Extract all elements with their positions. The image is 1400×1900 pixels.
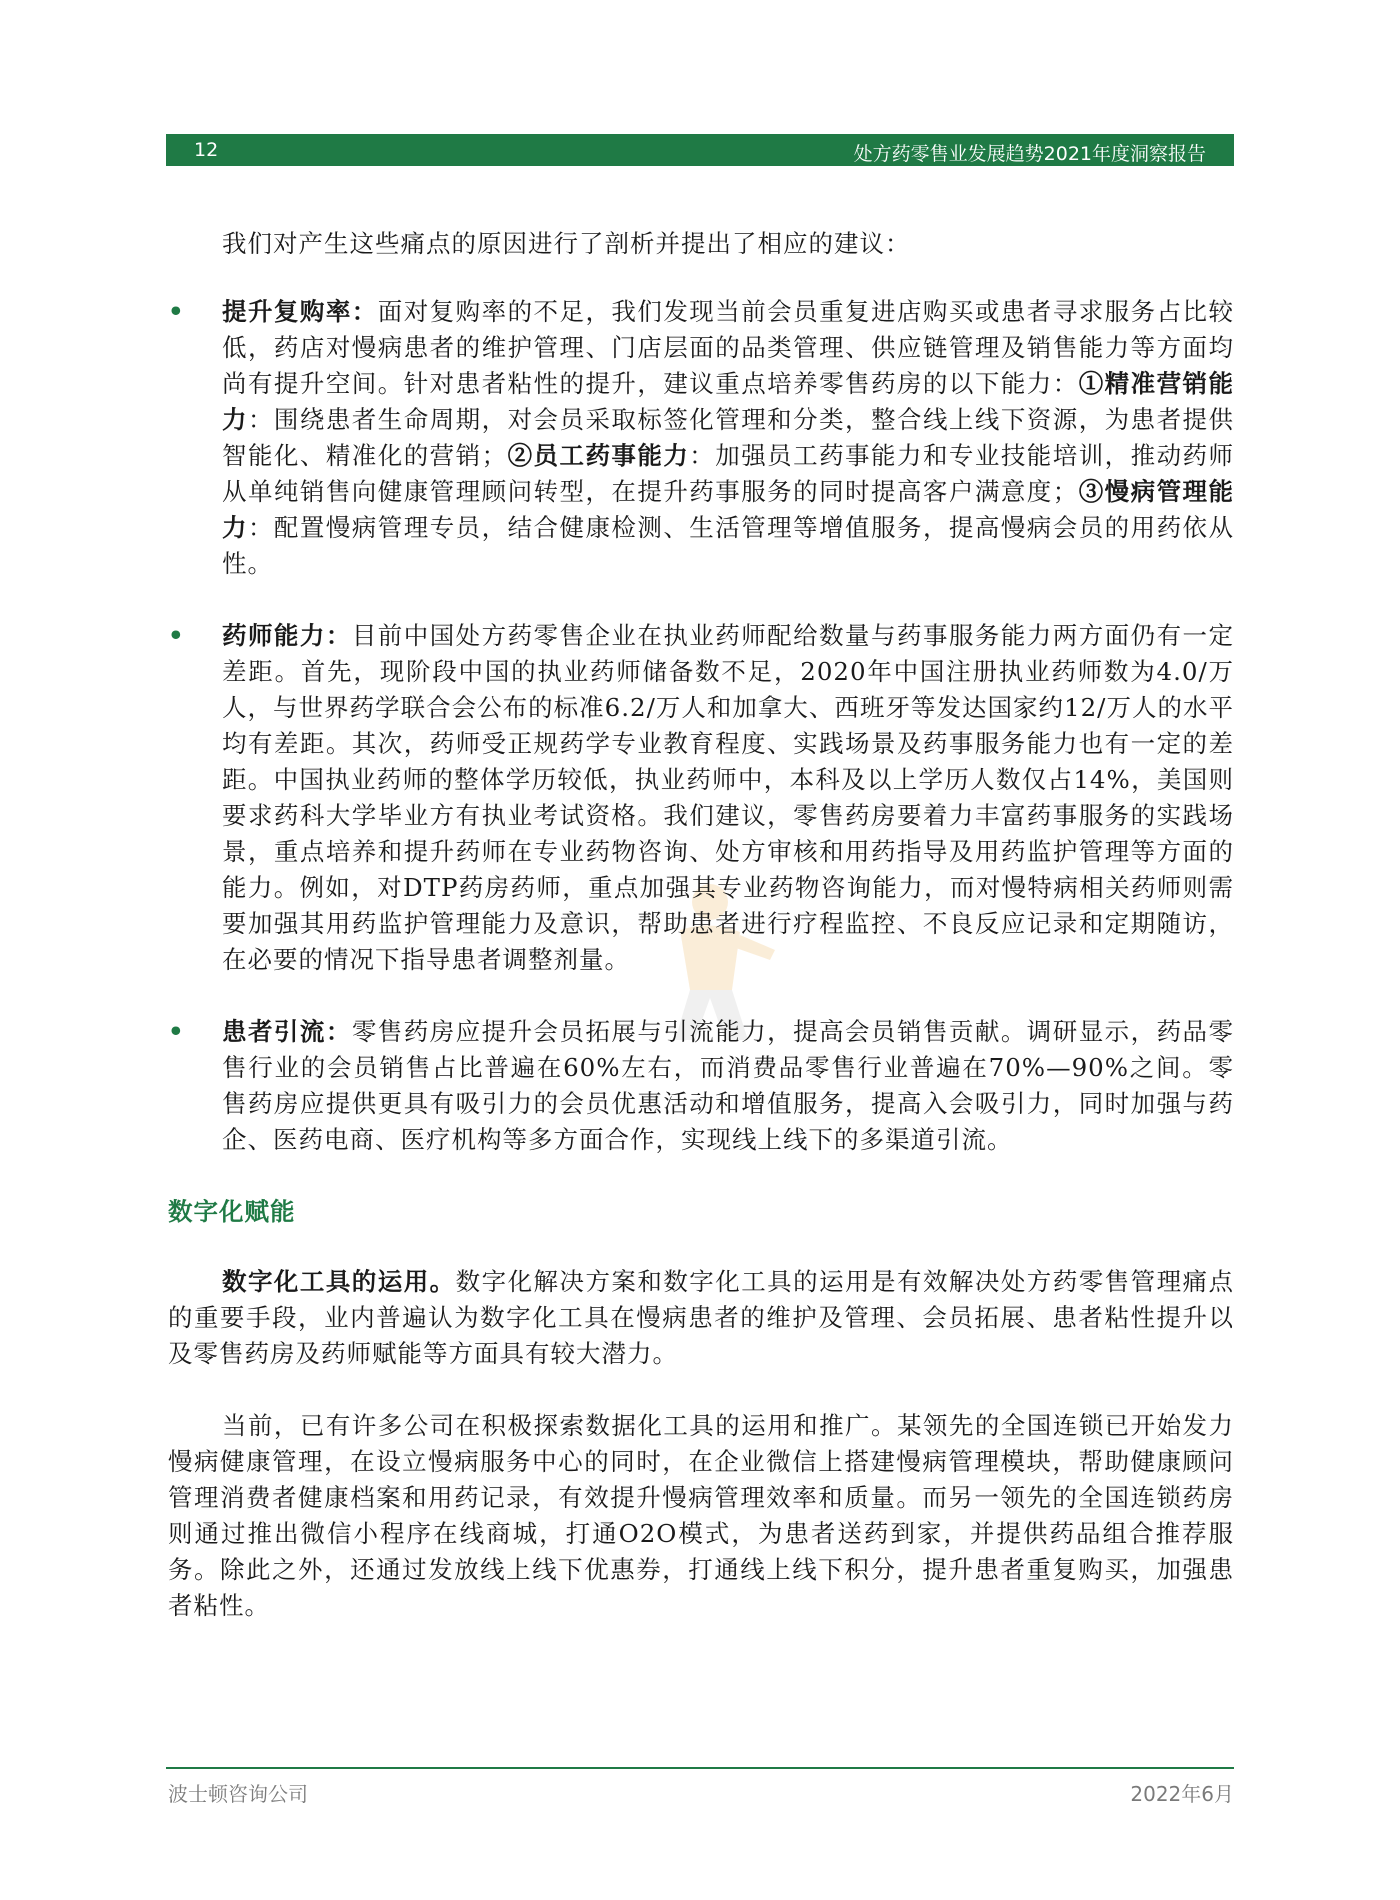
bullet-title: 药师能力： — [222, 621, 352, 650]
capability-title: ③慢病管理能力 — [222, 477, 1234, 542]
capability-body: ：配置慢病管理专员，结合健康检测、生活管理等增值服务，提高慢病会员的用药依从性。 — [222, 513, 1235, 578]
bullet-item-repurchase — [168, 294, 1234, 582]
footer-date: 2022年6月 — [1130, 1782, 1234, 1806]
main-content — [168, 226, 1234, 1624]
footer-divider — [166, 1767, 1234, 1769]
page-number: 12 — [194, 139, 219, 161]
bullet-title: 患者引流： — [222, 1017, 352, 1046]
examples-paragraph: 当前，已有许多公司在积极探索数据化工具的运用和推广。某领先的全国连锁已开始发力慢病健康管理，在设立慢病服务中心的同时，在企业微信上搭建慢病管理模块，帮助健康顾问管理消费者健康档案和用药记录，有效提升慢病管理效率和质量。而另一领先的全国连锁药房则通过推出微信小程序在线商城，打通O2O模式，为患者送药到家，并提供药品组合推荐服务。除此之外，还通过发放线上线下优惠券，打通线上线下积分，提升患者重复购买，加强患者粘性。 — [168, 1411, 1234, 1620]
bullet-body: 目前中国处方药零售企业在执业药师配给数量与药事服务能力两方面仍有一定差距。首先，现阶段中国的执业药师储备数不足，2020年中国注册执业药师数为4.0/万人，与世界药学联合会公布的标准6.2/万人和加拿大、西班牙等发达国家约12/万人的水平均有差距。其次，药师受正规药学专业教育程度、实践场景及药事服务能力也有一定的差距。中国执业药师的整体学历较低，执业药师中，本科及以上学历人数仅占14%，美国则要求药科大学毕业方有执业考试资格。我们建议，零售药房要着力丰富药事服务的实践场景，重点培养和提升药师在专业药物咨询、处方审核和用药指导及用药监护管理等方面的能力。例如，对DTP药房药师，重点加强其专业药物咨询能力，而对慢特病相关药师则需要加强其用药监护管理能力及意识，帮助患者进行疗程监控、不良反应记录和定期随访，在必要的情况下指导患者调整剂量。 — [222, 621, 1235, 974]
digital-tools-paragraph — [168, 1264, 1234, 1372]
bullet-body: 面对复购率的不足，我们发现当前会员重复进店购买或患者寻求服务占比较低，药店对慢病患者的维护管理、门店层面的品类管理、供应链管理及销售能力等方面均尚有提升空间。针对患者粘性的提升，建议重点培养零售药房的以下能力： — [222, 297, 1234, 398]
header-bar — [166, 134, 1234, 166]
paragraph-lead: 数字化工具的运用。 — [222, 1267, 456, 1296]
bullet-icon: • — [168, 621, 185, 650]
paragraph-body: 数字化解决方案和数字化工具的运用是有效解决处方药零售管理痛点的重要手段，业内普遍认为数字化工具在慢病患者的维护及管理、会员拓展、患者粘性提升以及零售药房及药师赋能等方面具有较大潜力。 — [168, 1267, 1235, 1368]
bullet-icon: • — [168, 1017, 185, 1046]
report-title: 处方药零售业发展趋势2021年度洞察报告 — [853, 143, 1206, 165]
capability-title: ①精准营销能力 — [222, 369, 1235, 434]
bullet-item-pharmacist — [168, 618, 1234, 978]
capability-body: ：围绕患者生命周期，对会员采取标签化管理和分类，整合线上线下资源，为患者提供智能化、精准化的营销； — [222, 405, 1235, 470]
footer-company: 波士顿咨询公司 — [168, 1782, 308, 1806]
capability-body: ：加强员工药事能力和专业技能培训，推动药师从单纯销售向健康管理顾问转型，在提升药事服务的同时提高客户满意度； — [222, 441, 1235, 506]
bullet-title: 提升复购率： — [222, 297, 378, 326]
section-heading: 数字化赋能 — [168, 1197, 296, 1226]
bullet-item-patient-traffic — [168, 1014, 1234, 1158]
bullet-icon: • — [168, 297, 185, 326]
intro-paragraph: 我们对产生这些痛点的原因进行了剖析并提出了相应的建议： — [222, 229, 911, 258]
capability-title: ②员工药事能力 — [507, 441, 690, 470]
bullet-body: 零售药房应提升会员拓展与引流能力，提高会员销售贡献。调研显示，药品零售行业的会员销售占比普遍在60%左右，而消费品零售行业普遍在70%—90%之间。零售药房应提供更具有吸引力的会员优惠活动和增值服务，提高入会吸引力，同时加强与药企、医药电商、医疗机构等多方面合作，实现线上线下的多渠道引流。 — [222, 1017, 1235, 1154]
